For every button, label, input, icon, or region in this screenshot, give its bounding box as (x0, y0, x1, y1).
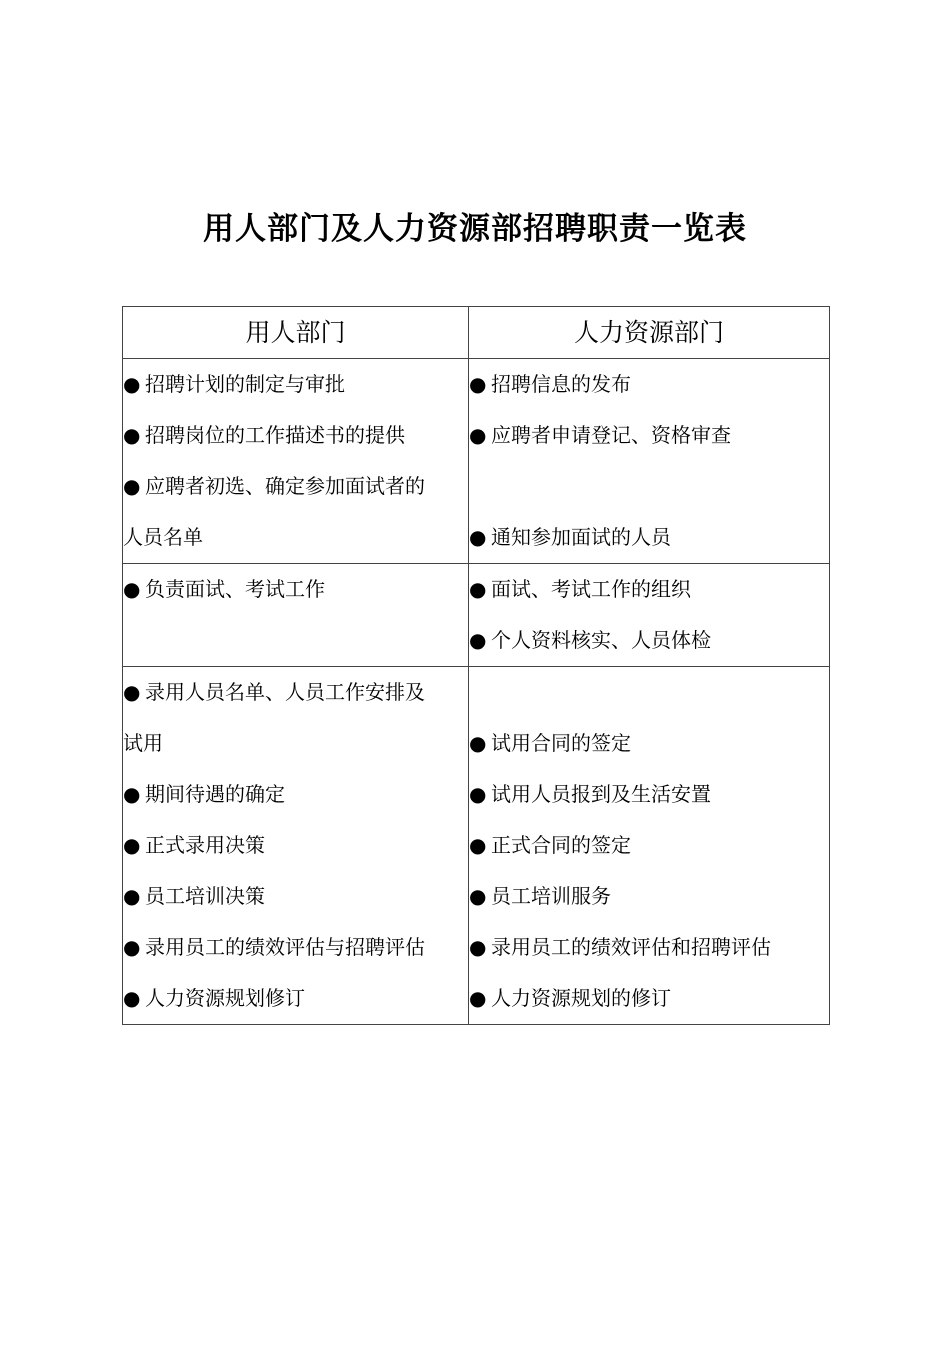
duty-text: 试用合同的签定 (491, 731, 631, 755)
bullet-icon: ● (469, 884, 487, 908)
cell-hr-department (469, 564, 830, 667)
duty-text: 员工培训服务 (491, 884, 611, 908)
bullet-icon: ● (469, 986, 487, 1010)
duty-text: 试用 (123, 731, 163, 755)
duty-item (123, 922, 468, 973)
cell-hr-department (469, 359, 830, 564)
duty-text: 录用员工的绩效评估和招聘评估 (491, 935, 771, 959)
cell-hiring-department (123, 667, 469, 1025)
duty-text: 人力资源规划修订 (145, 986, 305, 1010)
duty-text: 应聘者初选、确定参加面试者的 (145, 474, 425, 498)
cell-hiring-department (123, 564, 469, 667)
bullet-icon: ● (469, 525, 487, 549)
bullet-icon: ● (123, 782, 141, 806)
duty-text: 通知参加面试的人员 (491, 525, 671, 549)
duty-item (123, 973, 468, 1024)
duty-item (469, 410, 829, 461)
duty-item (469, 564, 829, 615)
duty-text: 期间待遇的确定 (145, 782, 285, 806)
table-row (123, 564, 830, 667)
duty-text: 面试、考试工作的组织 (491, 577, 691, 601)
table-row (123, 667, 830, 1025)
duty-text: 招聘计划的制定与审批 (145, 372, 345, 396)
duty-item (123, 564, 468, 615)
duty-text: 应聘者申请登记、资格审查 (491, 423, 731, 447)
column-header-hiring-department: 用人部门 (123, 307, 469, 359)
table-header-row (123, 307, 830, 359)
table-row (123, 359, 830, 564)
duty-item (469, 973, 829, 1024)
duty-item (123, 512, 468, 563)
duty-item (123, 769, 468, 820)
bullet-icon: ● (123, 423, 141, 447)
duty-text: 个人资料核实、人员体检 (491, 628, 711, 652)
bullet-icon: ● (123, 372, 141, 396)
bullet-icon: ● (469, 423, 487, 447)
bullet-icon: ● (123, 680, 141, 704)
duty-item (469, 512, 829, 563)
duty-text: 人力资源规划的修订 (491, 986, 671, 1010)
bullet-icon: ● (469, 628, 487, 652)
cell-hr-department (469, 667, 830, 1025)
duty-item (469, 769, 829, 820)
bullet-icon: ● (123, 833, 141, 857)
cell-hiring-department (123, 359, 469, 564)
page-title: 用人部门及人力资源部招聘职责一览表 (203, 211, 747, 247)
duty-text: 招聘信息的发布 (491, 372, 631, 396)
duty-text: 正式合同的签定 (491, 833, 631, 857)
duty-item (123, 359, 468, 410)
responsibility-table (122, 306, 830, 1025)
duty-text: 正式录用决策 (145, 833, 265, 857)
duty-text: 负责面试、考试工作 (145, 577, 325, 601)
blank-line (123, 615, 468, 666)
bullet-icon: ● (469, 731, 487, 755)
duty-item (469, 871, 829, 922)
duty-item (123, 871, 468, 922)
duty-item (123, 820, 468, 871)
duty-text: 招聘岗位的工作描述书的提供 (145, 423, 405, 447)
blank-line (469, 667, 829, 718)
bullet-icon: ● (469, 577, 487, 601)
bullet-icon: ● (123, 986, 141, 1010)
blank-line (469, 461, 829, 512)
bullet-icon: ● (469, 372, 487, 396)
duty-text: 录用人员名单、人员工作安排及 (145, 680, 425, 704)
bullet-icon: ● (123, 577, 141, 601)
duty-text: 试用人员报到及生活安置 (491, 782, 711, 806)
duty-item (123, 667, 468, 718)
bullet-icon: ● (469, 935, 487, 959)
column-header-hr-department: 人力资源部门 (469, 307, 830, 359)
duty-item (469, 615, 829, 666)
duty-item (469, 359, 829, 410)
duty-item (469, 718, 829, 769)
duty-item (123, 410, 468, 461)
bullet-icon: ● (123, 474, 141, 498)
bullet-icon: ● (123, 935, 141, 959)
duty-item (469, 820, 829, 871)
duty-item (123, 718, 468, 769)
bullet-icon: ● (469, 782, 487, 806)
duty-item (123, 461, 468, 512)
duty-item (469, 922, 829, 973)
bullet-icon: ● (469, 833, 487, 857)
bullet-icon: ● (123, 884, 141, 908)
duty-text: 人员名单 (123, 525, 203, 549)
duty-text: 员工培训决策 (145, 884, 265, 908)
duty-text: 录用员工的绩效评估与招聘评估 (145, 935, 425, 959)
